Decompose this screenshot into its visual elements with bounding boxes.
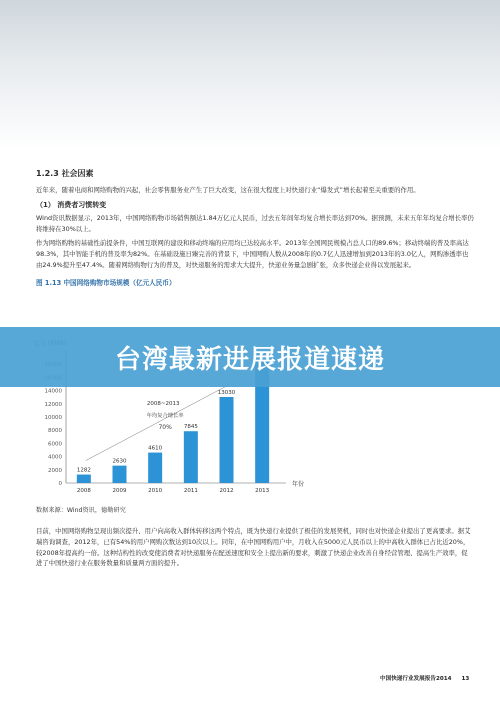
page-header-shade <box>0 0 500 150</box>
bar-value-label: 13030 <box>217 390 236 397</box>
y-tick-label: 2000 <box>48 467 62 474</box>
subsection-title: （1） 消费者习惯转变 <box>36 200 107 209</box>
annotation-value: 70% <box>158 423 172 431</box>
paragraph-3: 目前，中国网络购物呈现出频次提升、用户向高收入群体转移这两个特点，既为快递行业提供了极佳的发展契机，同时也对快递企业提出了更高要求。据艾瑞咨询调查，2012年，已有54%的用户网购次数达到10次以上。同年，在中国网购用户中，月收入在5000元人民币以上的中高收入群体已占比近20%，较2008年提高约一倍。这种结构性的改变使消费者对快递服务在配送速度和安全上提出新的要求，刺激了快递企业改善自身经营管理、提高生产效率，促进了中国快递行业在服务数量和质量两方面的提升。 <box>36 527 471 568</box>
page-footer <box>380 674 469 682</box>
bar-value-label: 7845 <box>183 424 198 431</box>
x-tick-label: 2008 <box>76 488 91 494</box>
y-tick-label: 12000 <box>44 401 62 408</box>
bar-value-label: 4610 <box>148 445 163 452</box>
y-tick-label: 14000 <box>44 388 62 395</box>
y-tick-label: 0 <box>58 481 62 487</box>
x-tick-label: 2009 <box>112 488 127 494</box>
page-number: 13 <box>461 676 470 682</box>
annotation-label: 年均复合增长率 <box>146 412 184 419</box>
figure-title: 图 1.13 中国网络购物市场规模（亿元人民币） <box>36 278 176 287</box>
headline-banner <box>0 327 500 387</box>
x-tick-label: 2012 <box>219 488 234 494</box>
figure-source: 数据来源：Wind资讯，德勤研究 <box>36 507 126 514</box>
bar <box>184 431 198 483</box>
bar <box>113 466 127 483</box>
footer-report-title: 中国快递行业发展报告2014 <box>380 676 452 682</box>
document-body-continued <box>36 526 474 573</box>
bar <box>148 453 162 483</box>
bar <box>220 397 234 483</box>
x-tick-label: 2011 <box>183 488 198 494</box>
y-tick-label: 6000 <box>48 441 62 448</box>
x-axis-label: 年份 <box>292 481 305 488</box>
section-title: 1.2.3 社会因素 <box>36 169 94 178</box>
intro-paragraph: 近年来，随着电商和网络购物的兴起，社会零售服务业产生了巨大改变，这在很大程度上对快递行业“爆发式”增长起着至关重要的作用。 <box>36 186 420 194</box>
y-tick-label: 10000 <box>44 415 62 421</box>
x-tick-label: 2013 <box>255 488 270 494</box>
paragraph-1: Wind资讯数据显示，2013年，中国网络购物市场销售额达1.84万亿元人民币，过去五年间年均复合增长率达到70%。据预测，未来五年年均复合增长率仍将维持在30%以上。 <box>36 213 474 233</box>
x-tick-label: 2010 <box>148 488 163 494</box>
bar-value-label: 2630 <box>112 458 127 465</box>
bar-value-label: 1282 <box>76 467 91 474</box>
banner-title: 台湾最新进展报道速递 <box>114 344 385 375</box>
y-tick-label: 4000 <box>48 454 62 461</box>
y-tick-label: 8000 <box>48 428 62 435</box>
document-body <box>36 168 474 287</box>
bar <box>77 475 91 483</box>
annotation-period: 2008~2013 <box>146 400 180 407</box>
paragraph-2: 作为网络购物的基础性前提条件，中国互联网的建设和移动终端的应用均已达较高水平。2013年全国网民规模占总人口的89.6%；移动终端的普及率高达98.3%，其中智能手机的普及率为82%。在基础设施日臻完善的背景下，中国网购人数从2008年的0.7亿人迅速增加到2013年的3.0亿人，网购渗透率也由24.9%提升至47.4%。随着网络购物行为的普及，对快递服务的需求大大提升，快递业务量急剧扩张，众多快递企业得以发展起来。 <box>36 239 469 269</box>
